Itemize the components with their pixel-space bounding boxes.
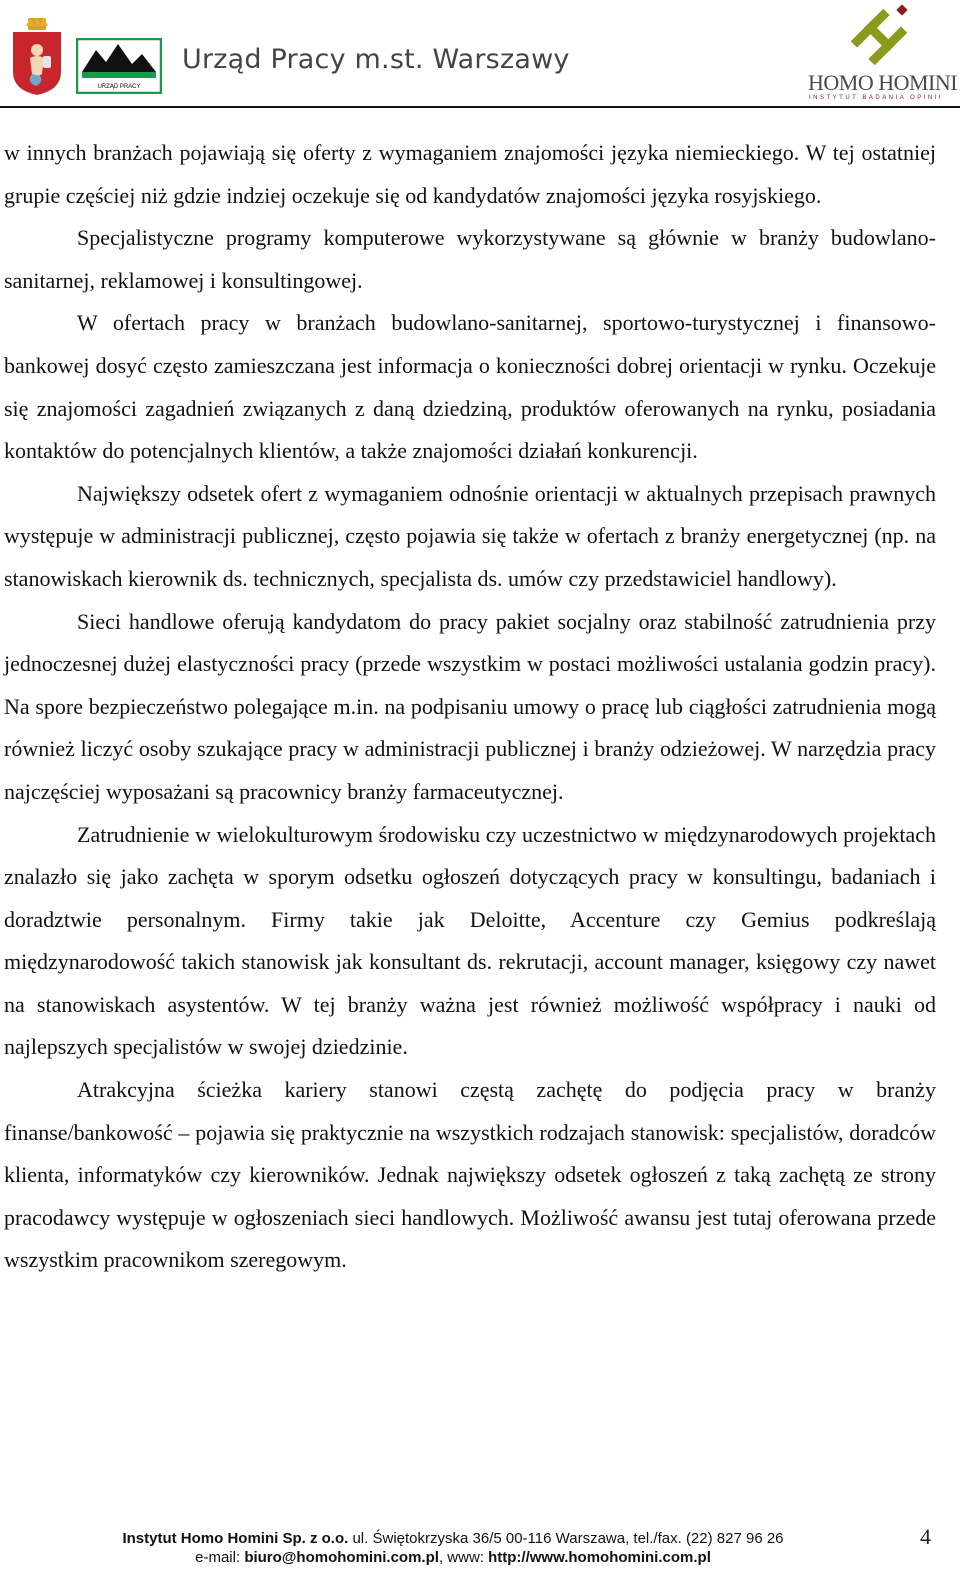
header-divider — [0, 106, 960, 108]
page-footer — [0, 1524, 960, 1574]
office-title: Urząd Pracy m.st. Warszawy — [182, 44, 570, 75]
homo-homini-name: HOMO HOMINI — [808, 70, 958, 95]
page-number: 4 — [920, 1524, 931, 1549]
homo-homini-tagline: INSTYTUT BADANIA OPINII — [809, 95, 944, 101]
warsaw-crest-icon — [10, 16, 64, 96]
footer-www-link[interactable]: http://www.homohomini.com.pl — [488, 1549, 711, 1566]
footer-address: ul. Świętokrzyska 36/5 00-116 Warszawa, tel./fax. (22) 827 96 26 — [352, 1530, 784, 1547]
paragraph: Sieci handlowe oferują kandydatom do pracy pakiet socjalny oraz stabilność zatrudnienia przy jednoczesnej dużej elastyczności pracy (przede wszystkim w postaci możliwości ustalania godzin pracy). Na spore bezpieczeństwo polegające m.in. na podpisaniu umowy o pracę lub ciągłości zatrudnienia mogą również liczyć osoby szukające pracy w administracji publicznej i branży odzieżowej. W narzędzia pracy najczęściej wyposażani są pracownicy branży farmaceutycznej. — [4, 608, 936, 804]
footer-www-label: , www: — [438, 1549, 484, 1566]
document-body — [4, 132, 936, 1282]
footer-email-link[interactable]: biuro@homohomini.com.pl — [244, 1549, 439, 1566]
urzad-pracy-logo — [76, 38, 162, 94]
paragraph: w innych branżach pojawiają się oferty z wymaganiem znajomości języka niemieckiego. W tej ostatniej grupie częściej niż gdzie indziej oczekuje się od kandydatów znajomości języka rosyjskiego. — [4, 140, 936, 208]
paragraph: Największy odsetek ofert z wymaganiem odnośnie orientacji w aktualnych przepisach prawnych występuje w administracji publicznej, często pojawia się także w ofertach z branży energetycznej (np. na stanowiskach kierownik ds. technicznych, specjalista ds. umów czy przedstawiciel handlowy). — [4, 480, 936, 591]
footer-contact-line — [0, 1549, 906, 1566]
paragraph: Zatrudnienie w wielokulturowym środowisku czy uczestnictwo w międzynarodowych projektach znalazło się jako zachęta w sporym odsetku ogłoszeń dotyczących pracy w konsultingu, badaniach i doradztwie personalnym. Firmy takie jak Deloitte, Accenture czy Gemius podkreślają międzynarodowość takich stanowisk jak konsultant ds. rekrutacji, account manager, księgowy czy nawet na stanowiskach asystentów. W tej branży ważna jest również możliwość współpracy i nauki od najlepszych specjalistów w swojej dziedzinie. — [4, 821, 936, 1060]
footer-company: Instytut Homo Homini Sp. z o.o. — [122, 1530, 349, 1547]
paragraph: W ofertach pracy w branżach budowlano-sanitarnej, sportowo-turystycznej i finansowo-bankowej dosyć często zamieszczana jest informacja o konieczności dobrej orientacji w rynku. Oczekuje się znajomości zagadnień związanych z daną dziedziną, produktów oferowanych na rynku, posiadania kontaktów do potencjalnych klientów, a także znajomości działań konkurencji. — [4, 310, 936, 464]
homo-homini-logo — [800, 4, 956, 104]
svg-text:URZĄD PRACY: URZĄD PRACY — [97, 84, 141, 90]
footer-address-line — [0, 1530, 906, 1547]
page-header — [0, 0, 960, 110]
paragraph: Specjalistyczne programy komputerowe wykorzystywane są głównie w branży budowlano-sanitarnej, reklamowej i konsultingowej. — [4, 225, 936, 293]
paragraph: Atrakcyjna ścieżka kariery stanowi częstą zachętę do podjęcia pracy w branży finanse/bankowość – pojawia się praktycznie na wszystkich rodzajach stanowisk: specjalistów, doradców klienta, informatyków czy kierowników. Jednak największy odsetek ogłoszeń z taką zachętą ze strony pracodawcy występuje w ogłoszeniach sieci handlowych. Możliwość awansu jest tutaj oferowana przede wszystkim pracownikom szeregowym. — [4, 1077, 936, 1273]
homo-homini-mark-icon — [846, 4, 912, 70]
footer-email-label: e-mail: — [195, 1549, 241, 1566]
